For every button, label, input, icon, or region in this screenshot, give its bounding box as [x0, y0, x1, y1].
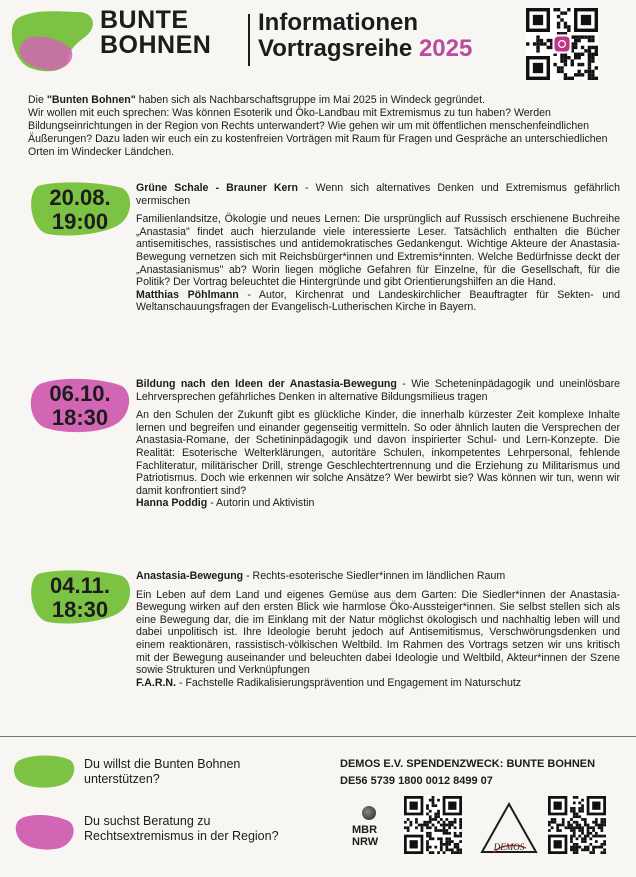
advice-text: Du suchst Beratung zu Rechtsextremismus in der Region? — [84, 814, 279, 843]
mbr-line-2: NRW — [352, 836, 379, 848]
event-description: Ein Leben auf dem Land und eigenes Gemüse aus dem Garten: Die Siedler*innen der Anastasia-Bewegung wirken auf den ersten Blick wie harmlose Öko-Aussteiger*innen. Sie selbst stellen sich als eine Bewegung dar, die im Einklang mit der Natur möglichst ökologisch und nachhaltig leben will und dabei unpolitisch ist. Ihre Ideologie beruht jedoch auf Antisemitismus, Verschwörungsdenken und einem reaktionären, rassistisch-völkischen Weltbild. Im Rahmen des Vortrags setzen wir uns kritisch mit der Bewegung auseinander und beleuchten dabei Ideologie und Weltbild, Akteur*innen der Szene sowie Strukturen und Verknüpfungen — [136, 588, 620, 677]
intro-p1-post: haben sich als Nachbarschaftsgruppe im Mai 2025 in Windeck gegründet. — [135, 94, 485, 106]
header-title-line-1: Informationen — [258, 9, 418, 36]
event-description: Familienlandsitze, Ökologie und neues Lernen: Die ursprünglich auf Russisch erschienene Buchreihe „Anastasia" findet auch hierzulande viele interessierte Leser. Tatsächlich enthalten die Bücher antisemitisches, rassistisches und antidemokratisches Gedankengut. Wichtige Akteure der Anastasia-Bewegung vernetzen sich mit Reichsbürger*innen und Extremis*innten. Welche Bedürfnisse deckt der „Anastasianismus" ab? Worin liegen mögliche Gefahren für Einzelne, für die Gesellschaft, für die Politik? Der Vortrag beleuchtet die Hintergründe und gibt Orientierungshilfen an die Hand. — [136, 213, 620, 289]
event-date — [28, 186, 132, 234]
mbr-dot-icon — [362, 806, 376, 820]
event-title — [136, 182, 620, 207]
intro-paragraph-2: Wir wollen mit euch sprechen: Was können Esoterik und Öko-Landbau mit Extremismus zu tun haben? Werden Bildungseinrichtungen in der Region von Rechts unterwandert? Wie gehen wir um mit öffentlichen menschenfeindlichen Äußerungen? Dazu laden wir euch ein zu kostenfreien Vorträgen mit Raum für Fragen und Gespräche an unterschiedlichen Orten im Windecker Ländchen. — [28, 107, 608, 158]
event-subtitle: - Rechts-esoterische Siedler*innen im ländlichen Raum — [243, 570, 506, 582]
event-body — [136, 378, 620, 510]
event-date-time: 19:00 — [51, 209, 109, 234]
event-title-bold: Anastasia-Bewegung — [136, 570, 244, 582]
footer-divider — [0, 736, 636, 737]
event-title-bold: Bildung nach den Ideen der Anastasia-Bewegung — [136, 378, 397, 390]
header-title-line-2 — [258, 36, 472, 62]
intro-text — [28, 94, 608, 159]
qr-code-mbr-icon[interactable] — [404, 796, 462, 854]
mbr-line-1: MBR — [352, 824, 378, 836]
speaker-info: - Fachstelle Radikalisierungsprävention und Engagement im Naturschutz — [176, 676, 522, 689]
event-date-day: 06.10. — [49, 381, 111, 406]
speaker-name: Hanna Poddig — [136, 497, 208, 510]
event-date — [28, 382, 132, 430]
event-body — [136, 570, 620, 689]
event-date-time: 18:30 — [51, 597, 109, 622]
intro-p1-bold: "Bunten Bohnen" — [46, 94, 136, 106]
event-date — [28, 574, 132, 622]
speaker-info: - Autorin und Aktivistin — [207, 497, 315, 510]
intro-paragraph-1 — [28, 94, 608, 107]
event-title — [136, 570, 620, 583]
demos-logo-text: DEMOS — [493, 842, 525, 852]
event-speaker — [136, 289, 620, 314]
logo-wordmark — [100, 8, 211, 58]
header-title-prefix: Vortragsreihe — [258, 35, 413, 62]
event-date-time: 18:30 — [51, 405, 109, 430]
qr-code-demos-icon[interactable] — [548, 796, 606, 854]
event-subtitle: - Wie Scheteninpädagogik und uneinlösbare Lehrversprechen gefährliches Denken in alternative Bildungsmilieus tragen — [136, 378, 620, 403]
advice-bean-pink-icon — [14, 812, 76, 852]
support-text: Du willst die Bunten Bohnen unterstützen? — [84, 757, 241, 786]
speaker-name: F.A.R.N. — [136, 676, 177, 689]
mbr-text — [352, 824, 386, 848]
event-subtitle: - Wenn sich alternatives Denken und Extremismus gefährlich vermischen — [136, 182, 620, 207]
support-bean-green-icon — [14, 752, 76, 790]
event-description: An den Schulen der Zukunft gibt es glückliche Kinder, die innerhalb kürzester Zeit komplexe Inhalte lernen und begreifen und einander gegenseitig vermitteln. So oder ähnlich lauten die Versprechen der Anastasia-Romane, der Schetininpädagogik und davon inspirierter Schul- und Lern-Konzepte. Die Realität: Esoterische Welterklärungen, autoritäre Schulen, inkompetentes Lehrpersonal, fehlende Fachliteratur, militärischer Drill, strenge Geschlechtertrennung und die Erziehung zu Militarismus und Patriotismus. Doch wie erkennen wir solche Ansätze? Wer bewirbt sie? Was können wir tun, wenn wir damit konfrontiert sind? — [136, 409, 620, 497]
intro-p1-pre: Die — [28, 94, 47, 106]
event-date-day: 20.08. — [49, 185, 111, 210]
demos-logo — [478, 800, 540, 858]
event-speaker — [136, 497, 620, 510]
event-body — [136, 182, 620, 314]
speaker-name: Matthias Pöhlmann — [136, 288, 239, 301]
header-year: 2025 — [418, 35, 473, 62]
qr-code-instagram-icon[interactable] — [526, 8, 598, 80]
header-divider — [248, 14, 250, 66]
event-title — [136, 378, 620, 403]
donation-title: DEMOS E.V. SPENDENZWECK: BUNTE BOHNEN — [340, 758, 596, 770]
event-title-bold: Grüne Schale - Brauner Kern — [136, 182, 298, 194]
mbr-nrw-logo — [352, 806, 386, 848]
header-title — [258, 10, 472, 62]
logo-line-2: BOHNEN — [100, 31, 212, 59]
speaker-info: - Autor, Kirchenrat und Landeskirchlicher Beauftragter für Sekten- und Weltanschauungsfragen der Evangelisch-Lutherischen Kirche in Bayern. — [136, 288, 621, 314]
donation-iban: DE56 5739 1800 0012 8499 07 — [340, 775, 493, 787]
logo-bean-icon — [10, 8, 96, 74]
logo-line-1: BUNTE — [100, 6, 189, 34]
event-speaker — [136, 677, 620, 690]
event-date-day: 04.11. — [50, 573, 110, 598]
